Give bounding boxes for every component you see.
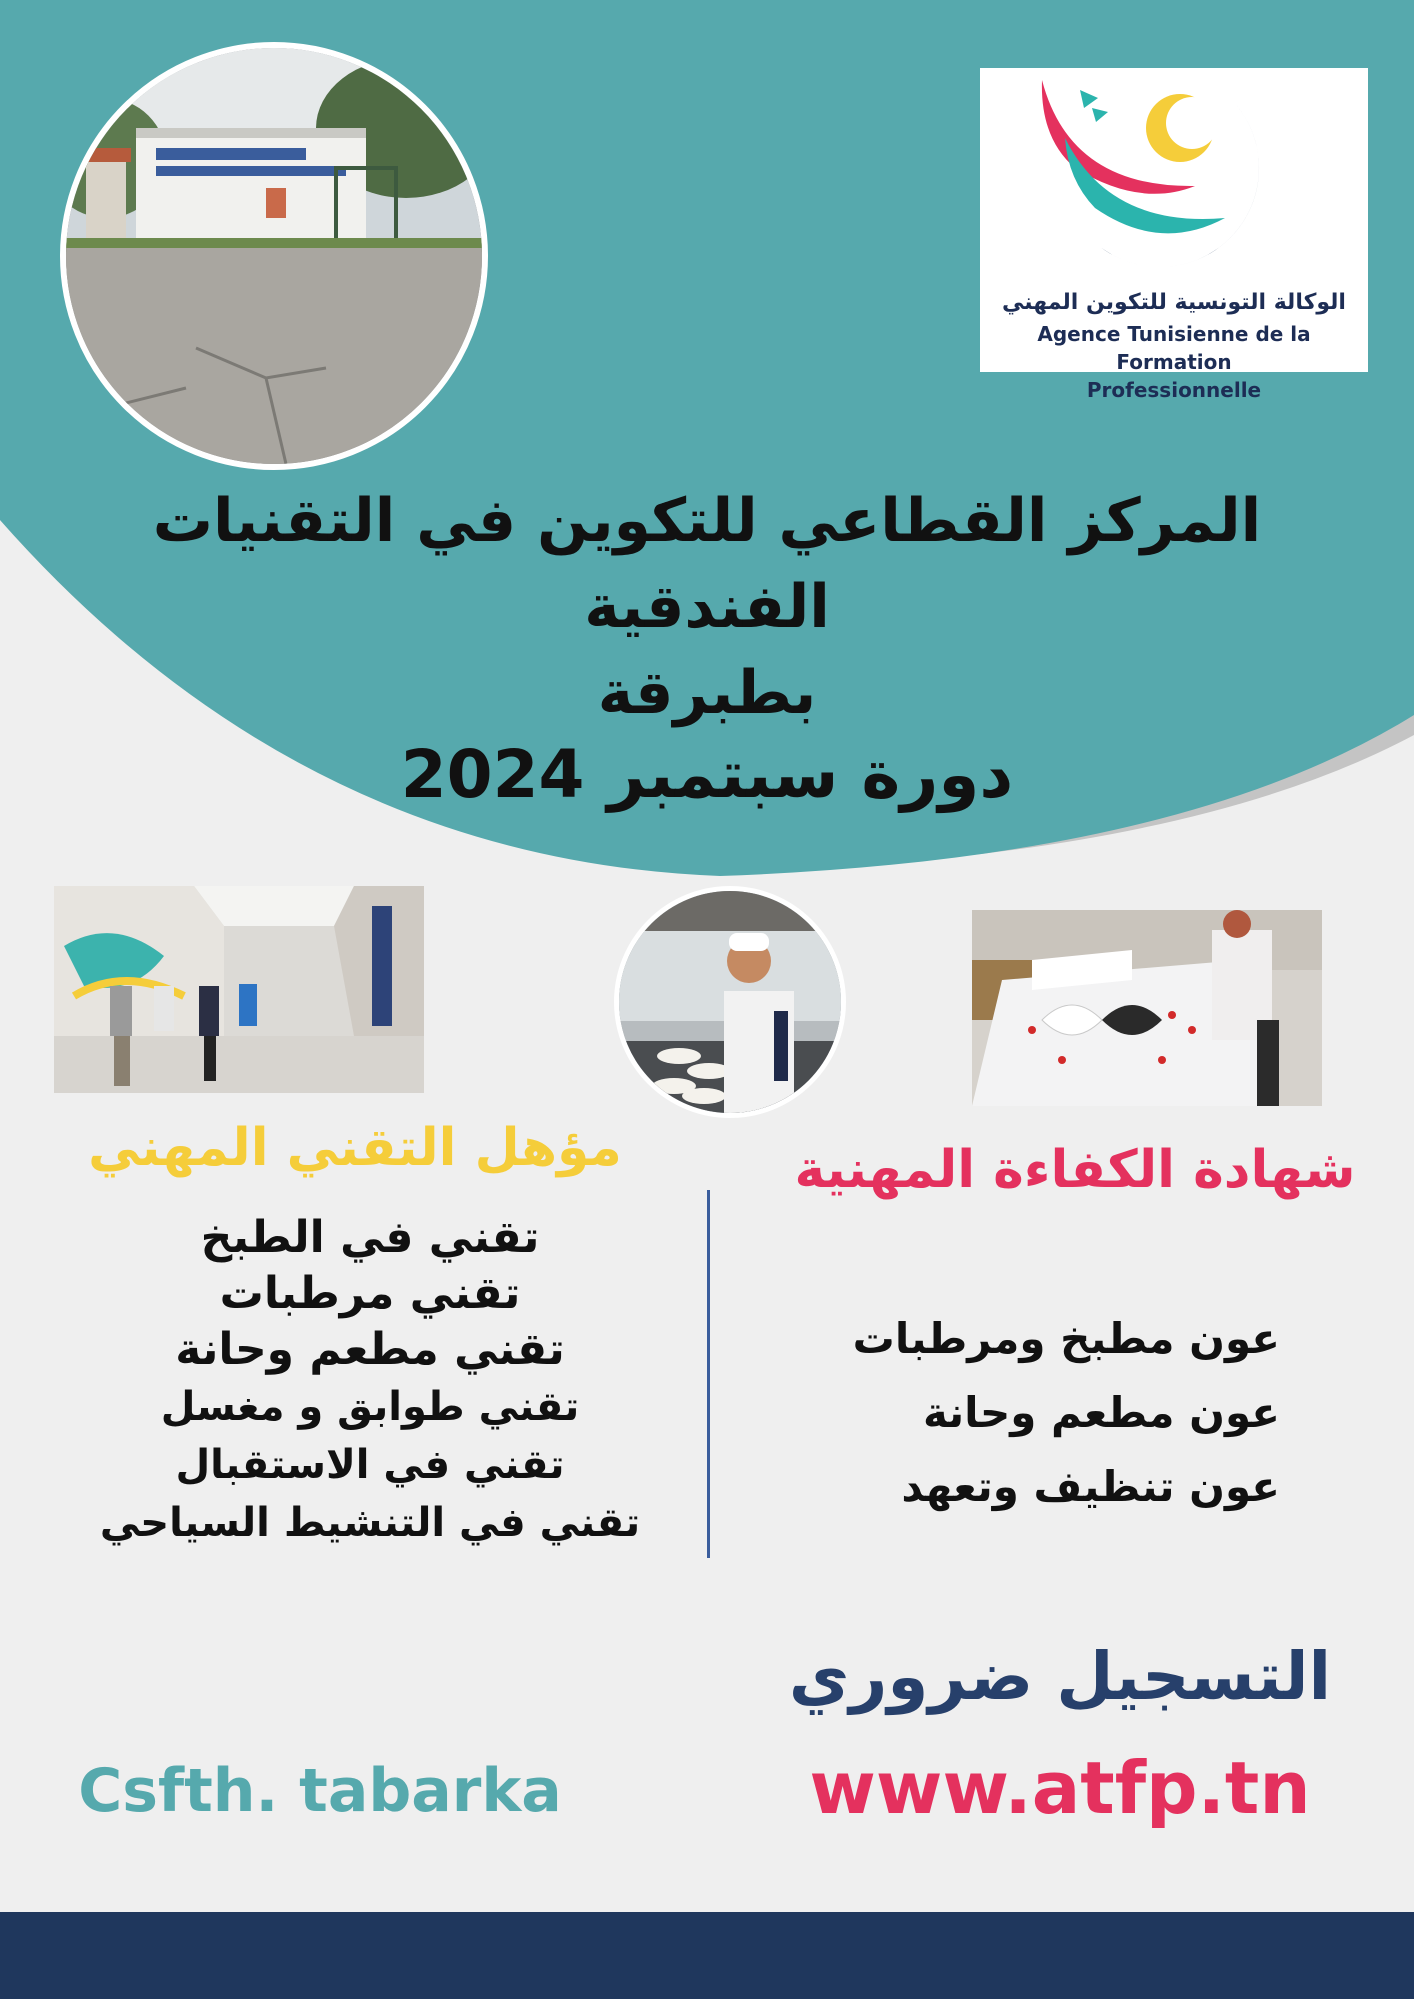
column-divider [707, 1190, 710, 1558]
list-item: تقني في الاستقبال [175, 1442, 565, 1488]
chef-photo [614, 886, 846, 1118]
page-title [40, 478, 1374, 736]
atfp-logo-mark [980, 68, 1368, 288]
footer-bar [0, 1912, 1414, 1999]
list-item: عون مطعم وحانة [922, 1388, 1280, 1437]
logo-french-line2: Professionnelle [1086, 378, 1262, 402]
list-item: تقني مرطبات [219, 1268, 521, 1319]
competence-list [800, 1302, 1280, 1524]
website-link[interactable]: www.atfp.tn [809, 1746, 1311, 1830]
chef-photo-illustration [619, 891, 841, 1113]
bedroom-photo [972, 910, 1322, 1106]
competence-heading: شهادة الكفاءة المهنية [794, 1140, 1356, 1200]
session-label: دورة سبتمبر 2024 [400, 736, 1014, 813]
building-photo-illustration [66, 48, 482, 464]
list-item: تقني مطعم وحانة [175, 1324, 565, 1375]
logo-french-line1: Agence Tunisienne de la Formation [1037, 322, 1311, 374]
title-line1: المركز القطاعي للتكوين في التقنيات الفندقية [152, 486, 1262, 642]
list-item: تقني في الطبخ [200, 1212, 540, 1263]
facebook-page-name: Csfth. tabarka [78, 1756, 562, 1826]
logo-arabic-name: الوكالة التونسية للتكوين المهني [1002, 290, 1346, 315]
registration-notice: التسجيل ضروري [788, 1638, 1332, 1715]
atfp-logo [980, 68, 1368, 402]
hallway-photo-illustration [54, 886, 424, 1093]
list-item: عون تنظيف وتعهد [901, 1462, 1280, 1511]
list-item: تقني طوابق و مغسل [160, 1384, 580, 1430]
logo-french-name [980, 320, 1368, 404]
list-item: عون مطبخ ومرطبات [852, 1314, 1280, 1363]
building-photo [60, 42, 488, 470]
technician-list [40, 1210, 700, 1552]
hallway-photo [54, 886, 424, 1093]
bedroom-photo-illustration [972, 910, 1322, 1106]
title-line2: بطبرقة [597, 658, 817, 728]
technician-heading: مؤهل التقني المهني [88, 1118, 622, 1178]
list-item: تقني في التنشيط السياحي [99, 1500, 641, 1546]
